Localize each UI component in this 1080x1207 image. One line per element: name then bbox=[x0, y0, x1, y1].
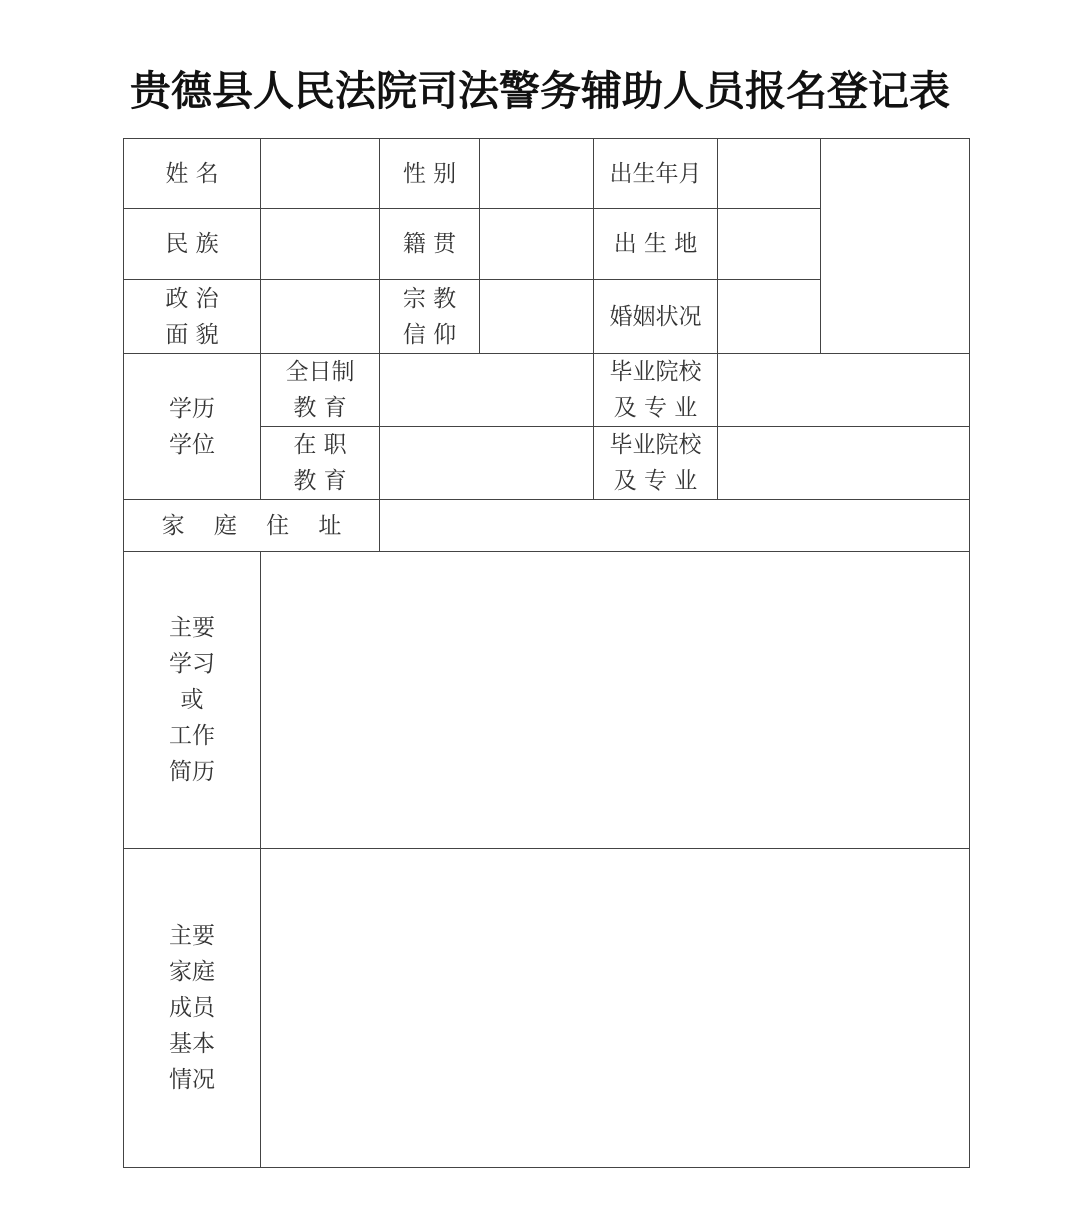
gender-label: 性 别 bbox=[380, 139, 480, 209]
marital-status-label: 婚姻状况 bbox=[594, 280, 718, 354]
religion-field[interactable] bbox=[480, 280, 594, 354]
ethnicity-field[interactable] bbox=[261, 209, 380, 280]
ethnicity-label: 民 族 bbox=[124, 209, 261, 280]
family-field[interactable] bbox=[261, 849, 970, 1168]
inservice-school-label: 毕业院校 及 专 业 bbox=[594, 427, 718, 500]
native-place-field[interactable] bbox=[480, 209, 594, 280]
fulltime-school-label: 毕业院校 及 专 业 bbox=[594, 354, 718, 427]
home-address-label: 家 庭 住 址 bbox=[124, 500, 380, 552]
gender-field[interactable] bbox=[480, 139, 594, 209]
political-status-label: 政 治 面 貌 bbox=[124, 280, 261, 354]
resume-field[interactable] bbox=[261, 552, 970, 849]
resume-label: 主要 学习 或 工作 简历 bbox=[124, 552, 261, 849]
registration-form-table bbox=[123, 138, 970, 1168]
inservice-education-label: 在 职 教 育 bbox=[261, 427, 380, 500]
fulltime-education-field[interactable] bbox=[380, 354, 594, 427]
photo-area[interactable] bbox=[821, 139, 970, 354]
birth-date-label: 出生年月 bbox=[594, 139, 718, 209]
political-status-field[interactable] bbox=[261, 280, 380, 354]
birth-date-field[interactable] bbox=[718, 139, 821, 209]
name-label: 姓 名 bbox=[124, 139, 261, 209]
marital-status-field[interactable] bbox=[718, 280, 821, 354]
family-label: 主要 家庭 成员 基本 情况 bbox=[124, 849, 261, 1168]
inservice-school-field[interactable] bbox=[718, 427, 970, 500]
native-place-label: 籍 贯 bbox=[380, 209, 480, 280]
fulltime-school-field[interactable] bbox=[718, 354, 970, 427]
form-title: 贵德县人民法院司法警务辅助人员报名登记表 bbox=[130, 67, 950, 115]
home-address-field[interactable] bbox=[380, 500, 970, 552]
religion-label: 宗 教 信 仰 bbox=[380, 280, 480, 354]
inservice-education-field[interactable] bbox=[380, 427, 594, 500]
education-degree-label: 学历 学位 bbox=[124, 354, 261, 500]
fulltime-education-label: 全日制 教 育 bbox=[261, 354, 380, 427]
birthplace-field[interactable] bbox=[718, 209, 821, 280]
birthplace-label: 出 生 地 bbox=[594, 209, 718, 280]
name-field[interactable] bbox=[261, 139, 380, 209]
